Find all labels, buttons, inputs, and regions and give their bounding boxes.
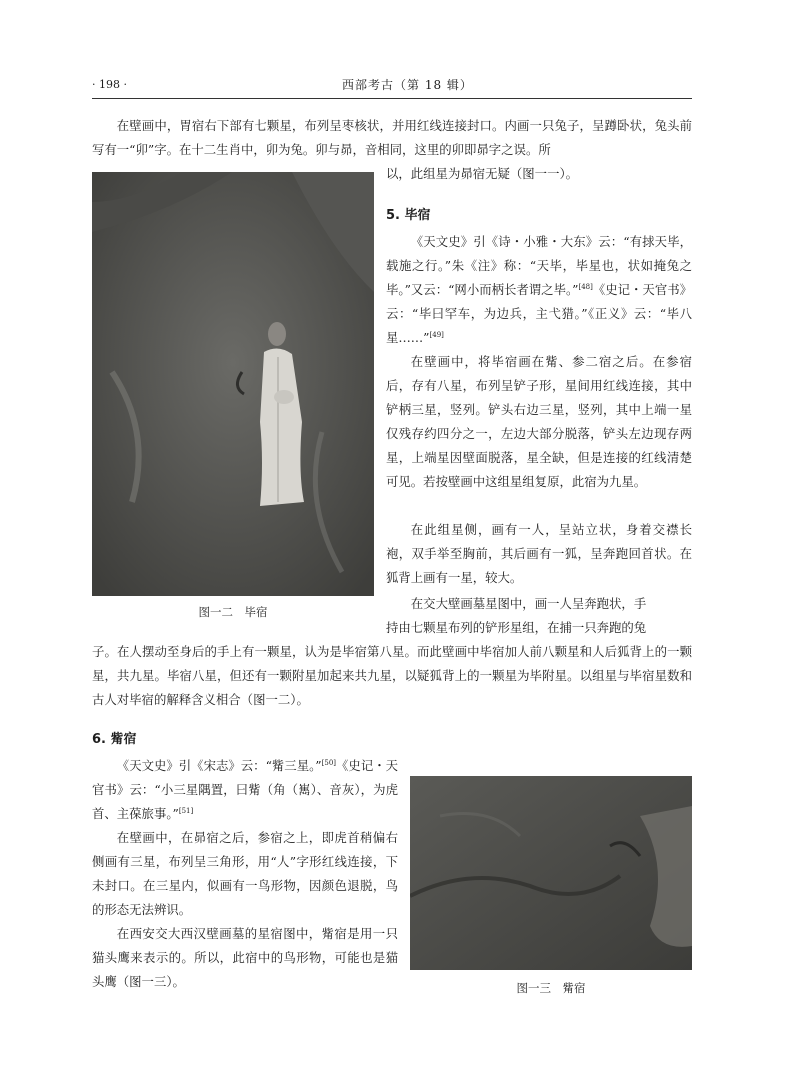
section-5-paragraph-4-line2: 持由七颗星布列的铲形星组，在捕一只奔跑的兔: [386, 620, 647, 635]
page-number: · 198 ·: [92, 78, 127, 91]
section-6-paragraph-2: 在壁画中，在昴宿之后，参宿之上，即虎首稍偏右侧画有三星，布列呈三角形，用“人”字形红线连接，下未封口。在三星内，似画有一鸟形物，因颜色退脱，鸟的形态无法辨识。: [92, 830, 398, 917]
figure-12-caption: 图一二 毕宿: [198, 605, 268, 619]
section-5-heading: 5. 毕宿: [386, 208, 431, 223]
citation-48: [48]: [578, 282, 593, 291]
section-5-paragraph-4-rest: 子。在人摆动至身后的手上有一颗星，认为是毕宿第八星。而此壁画中毕宿加人前八颗星和人后狐背上的一颗星，共九星。毕宿八星，但还有一颗附星加起来共九星，以疑狐背上的一颗星为毕附星。以组星与毕宿星数和古人对毕宿的解释含义相合（图一二）。: [92, 644, 692, 707]
section-6-paragraph-1: 《天文史》引《宋志》云：“觜三星。”[50]《史记・天官书》云：“小三星隅置，曰觜（角（嶲）、音灰），为虎首、主葆旅事。”[51]: [92, 758, 399, 821]
section-5-paragraph-3: 在此组星侧，画有一人，呈站立状，身着交襟长袍，双手举至胸前，其后画有一狐，呈奔跑回首状。在狐背上画有一星，较大。: [386, 522, 692, 585]
page-header: [92, 72, 692, 99]
section-5-paragraph-4-start: 在交大壁画墓星图中，画一人呈奔跑状，手: [410, 596, 647, 611]
figure-13-zi-xiu-mural: [410, 776, 692, 970]
journal-title: 西部考古（第 18 辑）: [342, 78, 473, 92]
mural-image: [92, 172, 374, 596]
citation-50: [50]: [321, 758, 337, 767]
section-5-paragraph-1: 《天文史》引《诗・小雅・大东》云：“有捄天毕，载施之行。”朱《注》称：“天毕，毕星也，状如掩兔之毕。”又云：“网小而柄长者谓之毕。”[48]《史记・天官书》云：“毕曰罕车，为边兵，主弋猎。”《正义》云：“毕八星……”[49]: [386, 234, 692, 345]
section-6-heading: 6. 觜宿: [92, 732, 137, 747]
citation-49: [49]: [429, 330, 444, 339]
paragraph-mao-xiu: 在壁画中，胃宿右下部有七颗星，布列呈枣核状，并用红线连接封口。内画一只兔子，呈蹲卧状，兔头前写有一“卯”字。在十二生肖中，卯为兔。卯与昴，音相同，这里的卯即昴字之误。所: [92, 118, 692, 157]
mural-image: [410, 776, 692, 970]
section-5-paragraph-2: 在壁画中，将毕宿画在觜、参二宿之后。在参宿后，存有八星，布列呈铲子形，星间用红线连接，其中铲柄三星，竖列。铲头右边三星，竖列，其中上端一星仅残存约四分之一，左边大部分脱落，铲头左边现存两星，上端星因壁面脱落，星全缺，但是连接的红线清楚可见。若按壁画中这组星组复原，此宿为九星。: [386, 354, 692, 489]
figure-13-caption: 图一三 觜宿: [516, 981, 586, 995]
citation-51: [51]: [178, 806, 194, 815]
section-6-paragraph-3: 在西安交大西汉壁画墓的星宿图中，觜宿是用一只猫头鹰来表示的。所以，此宿中的鸟形物，可能也是猫头鹰（图一三）。: [92, 926, 398, 989]
figure-12-bi-xiu-mural: [92, 172, 374, 596]
paragraph-mao-xiu-end: 以，此组星为昴宿无疑（图一一）。: [386, 166, 579, 181]
